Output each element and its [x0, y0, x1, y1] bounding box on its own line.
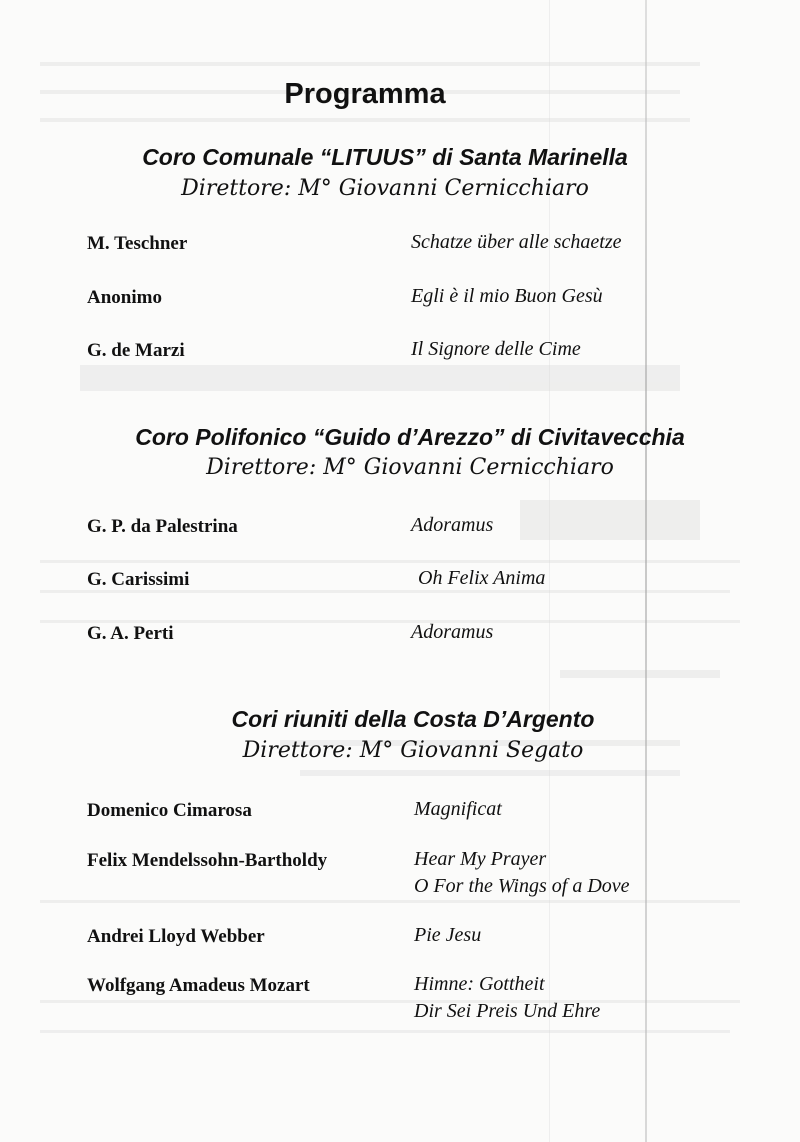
- work-title: Egli è il mio Buon Gesù: [411, 285, 603, 307]
- choir-name: Coro Comunale “LITUUS” di Santa Marinella: [142, 144, 628, 170]
- composer: Domenico Cimarosa: [87, 800, 252, 821]
- work-title: Adoramus: [411, 621, 494, 643]
- work-title: Hear My Prayer O For the Wings of a Dove: [414, 848, 630, 897]
- composer: G. de Marzi: [87, 340, 185, 361]
- work-title: Adoramus: [411, 514, 494, 536]
- director-name: Direttore: M° Giovanni Cernicchiaro: [181, 176, 589, 201]
- work-title: Himne: Gottheit Dir Sei Preis Und Ehre: [414, 973, 601, 1022]
- composer: G. Carissimi: [87, 569, 190, 590]
- composer: Anonimo: [87, 287, 162, 308]
- choir-name: Coro Polifonico “Guido d’Arezzo” di Civitavecchia: [135, 424, 685, 450]
- page-title: Programma: [284, 78, 446, 110]
- composer: M. Teschner: [87, 233, 188, 254]
- composer: G. A. Perti: [87, 623, 174, 644]
- choir-name: Cori riuniti della Costa D’Argento: [231, 706, 595, 732]
- composer: Wolfgang Amadeus Mozart: [87, 975, 310, 996]
- director-name: Direttore: M° Giovanni Cernicchiaro: [206, 455, 614, 480]
- work-title: Pie Jesu: [414, 924, 482, 946]
- composer: Felix Mendelssohn-Bartholdy: [87, 850, 328, 871]
- work-title: Schatze über alle schaetze: [411, 231, 622, 253]
- fold-line: [645, 0, 647, 1142]
- composer: Andrei Lloyd Webber: [87, 926, 265, 947]
- work-title: Oh Felix Anima: [418, 567, 546, 589]
- work-title: Magnificat: [414, 798, 502, 820]
- work-title: Il Signore delle Cime: [411, 338, 581, 360]
- composer: G. P. da Palestrina: [87, 516, 238, 537]
- director-name: Direttore: M° Giovanni Segato: [242, 738, 584, 763]
